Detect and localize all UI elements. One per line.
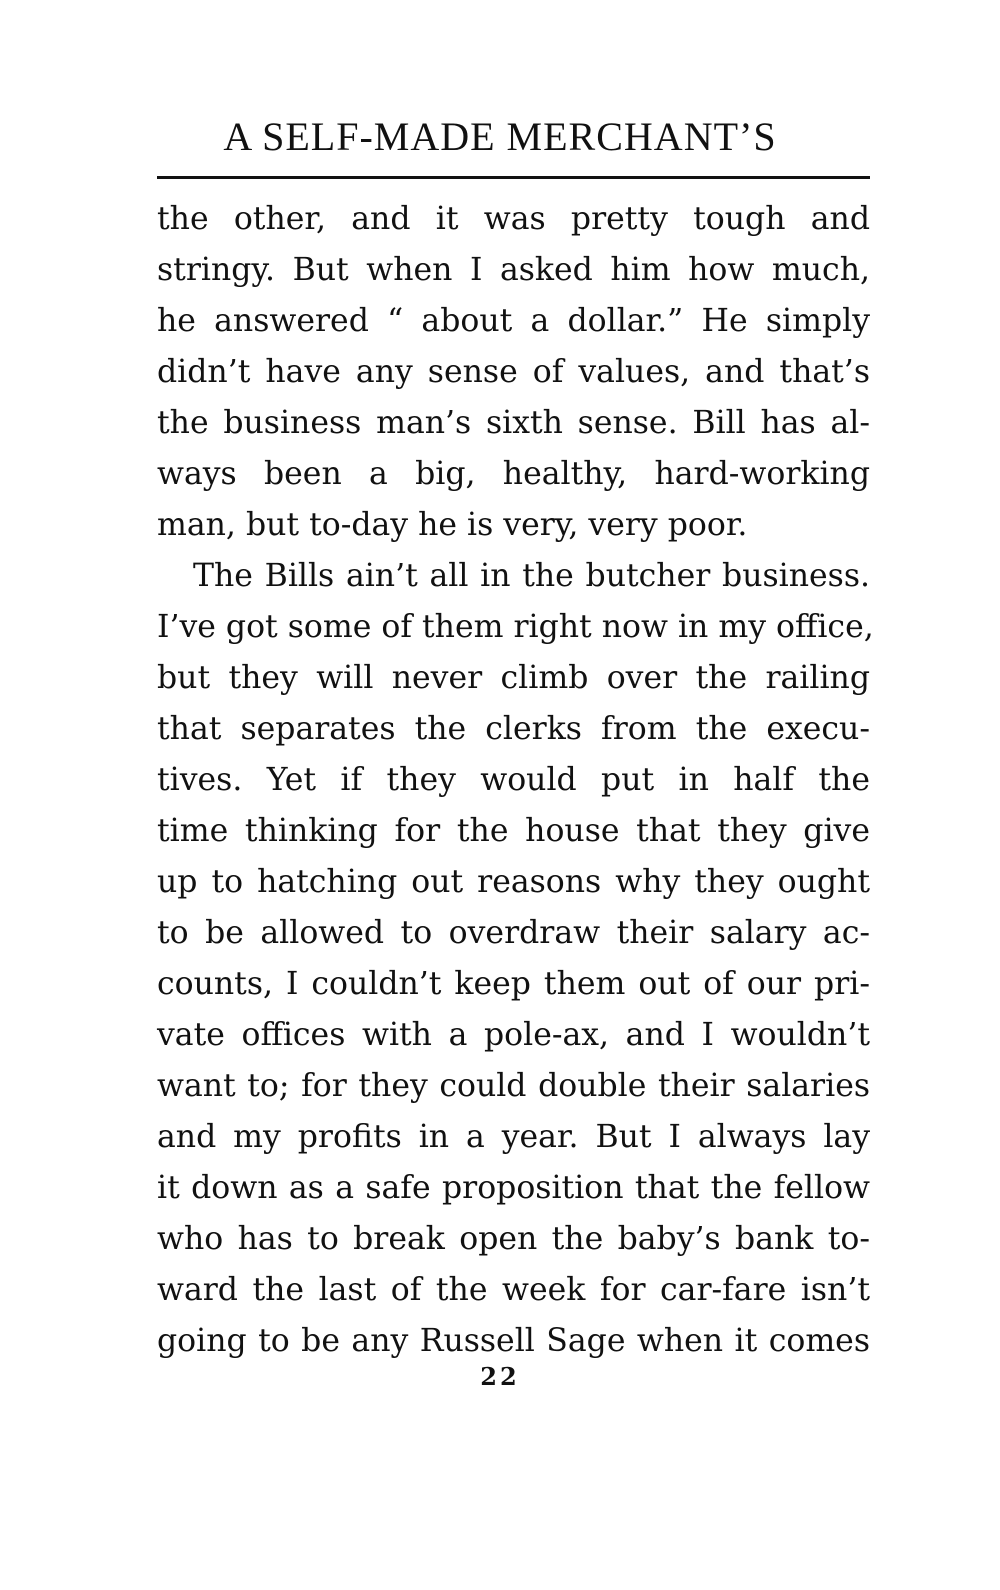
- text-line: it down as a safe proposition that the fellow: [157, 1170, 870, 1206]
- text-line: tives. Yet if they would put in half the: [157, 762, 870, 798]
- text-line: up to hatching out reasons why they ought: [157, 864, 870, 900]
- paragraph-end-line: man, but to-day he is very, very poor.: [157, 507, 748, 543]
- text-line: want to; for they could double their salaries: [157, 1068, 870, 1104]
- body-text: [157, 194, 874, 1367]
- text-line: I’ve got some of them right now in my office,: [157, 609, 874, 645]
- text-line: ways been a big, healthy, hard-working: [157, 456, 870, 492]
- header-rule: [157, 176, 870, 179]
- running-head-title: A SELF-MADE MERCHANT’S: [223, 114, 777, 159]
- text-line: vate offices with a pole-ax, and I wouldn’t: [157, 1017, 870, 1053]
- text-line: that separates the clerks from the execu-: [157, 711, 870, 747]
- text-line: ward the last of the week for car-fare isn’t: [157, 1272, 870, 1308]
- text-line: he answered “ about a dollar.” He simply: [157, 303, 870, 339]
- text-line: but they will never climb over the railing: [157, 660, 870, 696]
- text-line: didn’t have any sense of values, and that’s: [157, 354, 870, 390]
- text-line: the other, and it was pretty tough and: [157, 201, 870, 237]
- text-line: stringy. But when I asked him how much,: [157, 252, 870, 288]
- text-line: to be allowed to overdraw their salary ac-: [157, 915, 870, 951]
- text-line: who has to break open the baby’s bank to-: [157, 1221, 870, 1257]
- text-line: and my profits in a year. But I always lay: [157, 1119, 870, 1155]
- text-line: time thinking for the house that they give: [157, 813, 870, 849]
- page-number: 22: [480, 1362, 520, 1391]
- paragraph-start-line: The Bills ain’t all in the butcher business.: [193, 558, 870, 594]
- text-line: counts, I couldn’t keep them out of our pri-: [157, 966, 870, 1002]
- text-line: going to be any Russell Sage when it comes: [157, 1323, 870, 1359]
- text-line: the business man’s sixth sense. Bill has al-: [157, 405, 870, 441]
